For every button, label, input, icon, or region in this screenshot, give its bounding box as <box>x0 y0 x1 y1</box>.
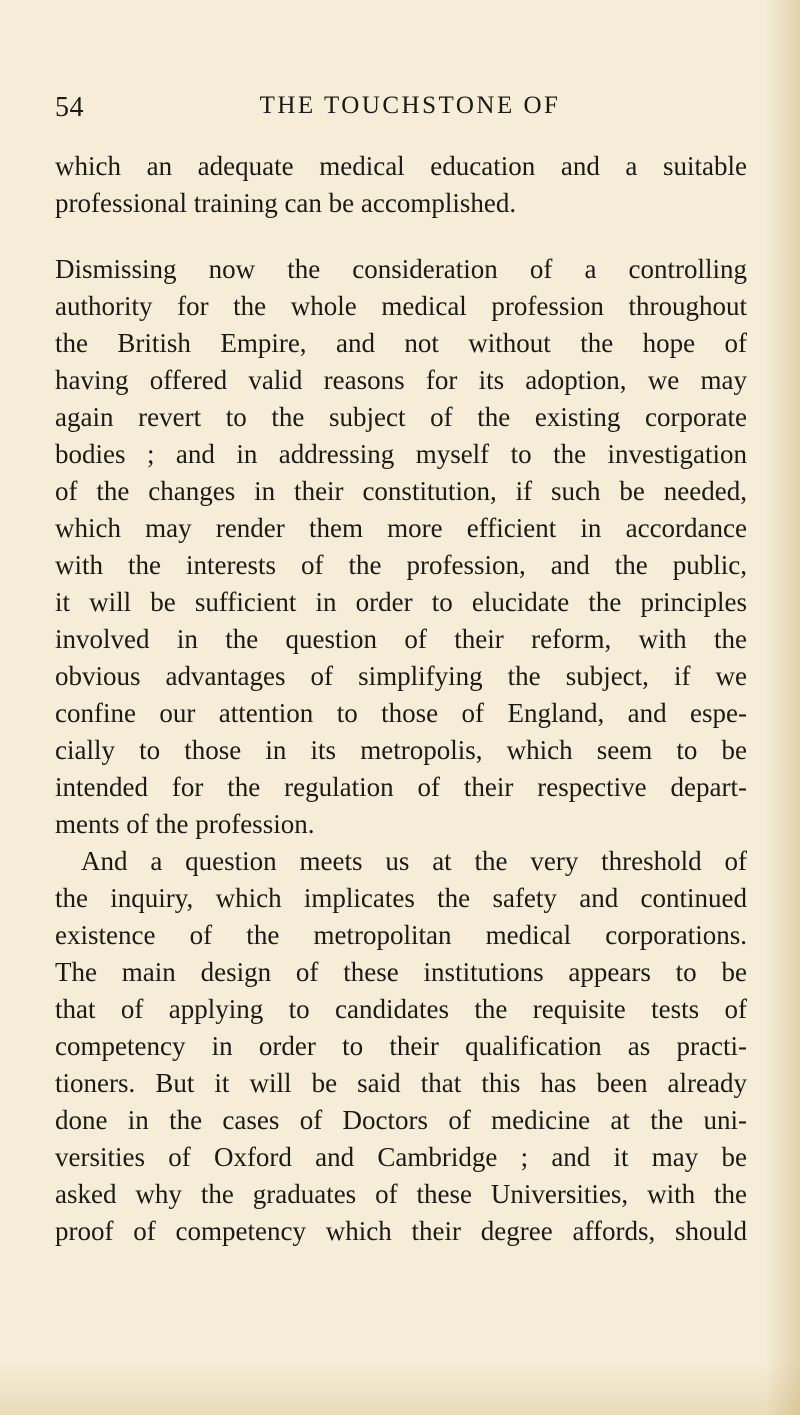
text-line: confine our attention to those of England, and espe- <box>55 698 747 728</box>
text-line: the inquiry, which implicates the safety and continued <box>55 883 747 913</box>
text-line: existence of the metropolitan medical corporations. <box>55 920 747 950</box>
text-line: with the interests of the profession, and the public, <box>55 550 747 580</box>
text-line: professional training can be accomplished. <box>55 188 517 218</box>
text-line: done in the cases of Doctors of medicine at the uni- <box>55 1105 747 1135</box>
text-line: obvious advantages of simplifying the subject, if we <box>55 661 747 691</box>
text-line: competency in order to their qualification as practi- <box>55 1031 747 1061</box>
text-line: ments of the profession. <box>55 809 315 839</box>
text-line: versities of Oxford and Cambridge ; and it may be <box>55 1142 747 1172</box>
text-line: The main design of these institutions appears to be <box>55 957 747 987</box>
text-line: of the changes in their constitution, if such be needed, <box>55 476 747 506</box>
text-line: which may render them more efficient in accordance <box>55 513 747 543</box>
body-text <box>55 148 747 1250</box>
text-line: intended for the regulation of their respective depart- <box>55 772 747 802</box>
page-header <box>55 92 745 132</box>
text-line: having offered valid reasons for its adoption, we may <box>55 365 747 395</box>
text-line: involved in the question of their reform, with the <box>55 624 747 654</box>
text-line: authority for the whole medical profession throughout <box>55 291 747 321</box>
text-line: And a question meets us at the very threshold of <box>81 846 747 876</box>
text-line: the British Empire, and not without the hope of <box>55 328 747 358</box>
text-line: cially to those in its metropolis, which seem to be <box>55 735 747 765</box>
text-line: that of applying to candidates the requisite tests of <box>55 994 747 1024</box>
text-line: tioners. But it will be said that this has been already <box>55 1068 747 1098</box>
running-head: THE TOUCHSTONE OF <box>259 92 561 119</box>
text-line: it will be sufficient in order to elucidate the principles <box>55 587 747 617</box>
page-number: 54 <box>55 92 84 123</box>
text-line: asked why the graduates of these Universities, with the <box>55 1179 747 1209</box>
text-line: proof of competency which their degree affords, should <box>55 1216 747 1246</box>
text-line: again revert to the subject of the existing corporate <box>55 402 747 432</box>
text-line: bodies ; and in addressing myself to the investigation <box>55 439 747 469</box>
text-line: Dismissing now the consideration of a controlling <box>55 254 747 284</box>
text-line: which an adequate medical education and a suitable <box>55 151 747 181</box>
